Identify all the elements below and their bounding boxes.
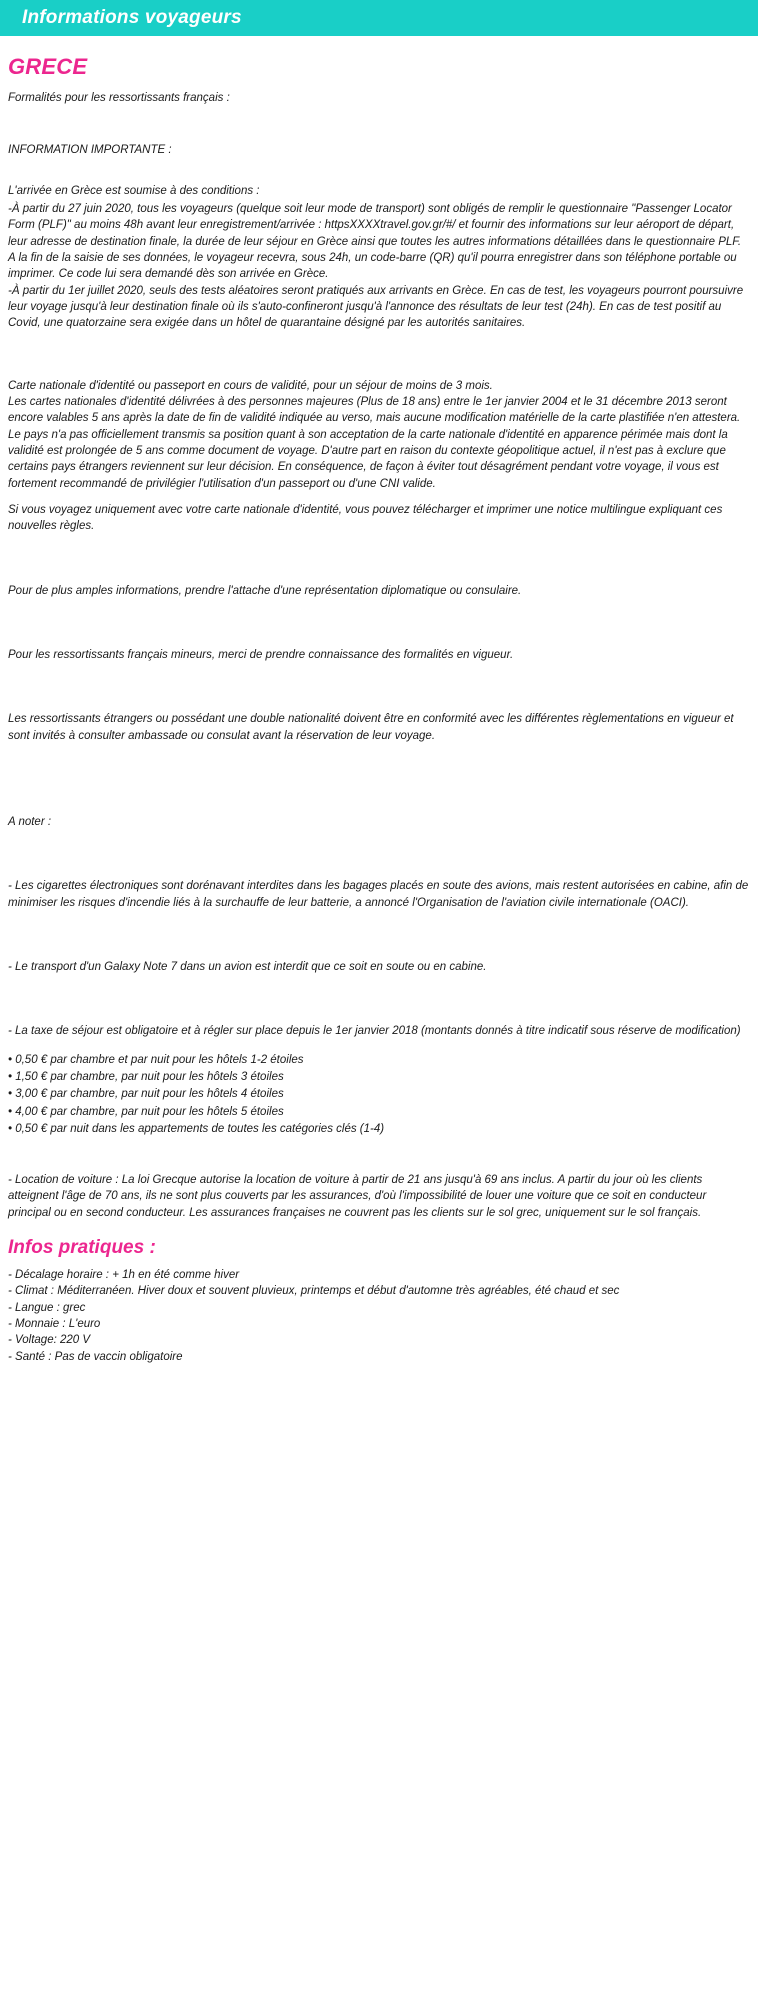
- identity-paragraphs: [8, 378, 750, 492]
- car-rental-note: - Location de voiture : La loi Grecque autorise la location de voiture à partir de 21 ans jusqu'à 69 ans inclus. A partir du jour où les clients atteignent l'âge de 70 ans, ils ne sont plus couverts par les assurances, d'où l'impossibilité de louer une voiture que ce soit en conducteur principal ou en second conducteur. Les assurances françaises ne couvrent pas les clients sur le sol grec, uniquement sur le sol français.: [8, 1174, 707, 1219]
- spacer: [8, 913, 750, 959]
- important-paragraphs: [8, 201, 750, 332]
- practical-item: - Monnaie : L'euro: [8, 1318, 101, 1331]
- page-content: [0, 36, 758, 1365]
- practical-item: - Décalage horaire : + 1h en été comme hiver: [8, 1269, 240, 1282]
- minors-text: Pour les ressortissants français mineurs, merci de prendre connaissance des formalités en vigueur.: [8, 648, 514, 661]
- practical-item: - Langue : grec: [8, 1301, 86, 1314]
- spacer: [8, 977, 750, 1023]
- note-item: - Les cigarettes électroniques sont dorénavant interdites dans les bagages placés en soute des avions, mais restent autorisées en cabine, afin de minimiser les risques d'incendie liés à la surchauffe de leur batterie, a annoncé l'Organisation de l'aviation civile internationale (OACI).: [8, 880, 749, 909]
- important-heading: INFORMATION IMPORTANTE :: [8, 144, 172, 157]
- important-lead: L'arrivée en Grèce est soumise à des conditions :: [8, 184, 260, 197]
- practical-info-list: [8, 1267, 750, 1365]
- spacer: [8, 1042, 750, 1052]
- identity-notice: Si vous voyagez uniquement avec votre carte nationale d'identité, vous pouvez télécharger et imprimer une notice multilingue expliquant ces nouvelles règles.: [8, 503, 723, 533]
- practical-item: - Santé : Pas de vaccin obligatoire: [8, 1350, 183, 1363]
- tax-bullet-list: [8, 1052, 750, 1138]
- page-title: Informations voyageurs: [22, 7, 242, 28]
- country-title: GRECE: [8, 54, 88, 79]
- practical-item: - Voltage: 220 V: [8, 1334, 91, 1347]
- tax-bullet: • 0,50 € par nuit dans les appartements de toutes les catégories clés (1-4): [8, 1122, 385, 1135]
- note-item: - La taxe de séjour est obligatoire et à régler sur place depuis le 1er janvier 2018 (montants donnés à titre indicatif sous réserve de modification): [8, 1025, 741, 1038]
- tax-bullet: • 0,50 € par chambre et par nuit pour les hôtels 1-2 étoiles: [8, 1053, 304, 1066]
- identity-paragraph: Carte nationale d'identité ou passeport en cours de validité, pour un séjour de moins de 3 mois.: [8, 379, 493, 392]
- more-info-text: Pour de plus amples informations, prendre l'attache d'une représentation diplomatique ou consulaire.: [8, 584, 522, 597]
- foreigners-text: Les ressortissants étrangers ou possédant une double nationalité doivent être en conformité avec les différentes règlementations en vigueur et sont invités à consulter ambassade ou consulat avant la réservation de leur voyage.: [8, 713, 734, 742]
- spacer: [8, 832, 750, 878]
- spacer: [8, 665, 750, 711]
- tax-bullet: • 1,50 € par chambre, par nuit pour les hôtels 3 étoiles: [8, 1070, 284, 1083]
- page-header: [0, 0, 758, 36]
- tax-bullet: • 4,00 € par chambre, par nuit pour les hôtels 5 étoiles: [8, 1105, 284, 1118]
- spacer: [8, 537, 750, 583]
- notes-heading: A noter :: [8, 815, 52, 828]
- spacer: [8, 1138, 750, 1172]
- tax-bullet: • 3,00 € par chambre, par nuit pour les hôtels 4 étoiles: [8, 1088, 284, 1101]
- practical-item: - Climat : Méditerranéen. Hiver doux et souvent pluvieux, printemps et début d'automne très agréables, été chaud et sec: [8, 1285, 620, 1298]
- identity-paragraph: Les cartes nationales d'identité délivrées à des personnes majeures (Plus de 18 ans) entre le 1er janvier 2004 et le 31 décembre 2013 seront encore valables 5 ans après la date de fin de validité indiquée au verso, mais aucune modification matérielle de la carte plastifiée n'en attestera.: [8, 395, 741, 425]
- spacer: [8, 746, 750, 792]
- note-item: - Le transport d'un Galaxy Note 7 dans un avion est interdit que ce soit en soute ou en cabine.: [8, 960, 487, 973]
- spacer: [8, 161, 750, 183]
- spacer: [8, 108, 750, 142]
- spacer: [8, 601, 750, 647]
- intro-line: Formalités pour les ressortissants français :: [8, 92, 230, 104]
- spacer: [8, 792, 750, 814]
- spacer: [8, 332, 750, 378]
- important-paragraph: -À partir du 27 juin 2020, tous les voyageurs (quelque soit leur mode de transport) sont obligés de remplir le questionnaire "Passenger Locator Form (PLF)" au moins 48h avant leur enregistrement/arrivée : httpsXXXXtravel.gov.gr/#/ et fournir des informations sur leur aéroport de départ, leur adresse de destination finale, la durée de leur séjour en Grèce ainsi que toutes les autres informations détaillées dans le questionnaire PLF. A la fin de la saisie de ses données, le voyageur recevra, sous 24h, un code-barre (QR) qu'il pourra enregistrer dans son téléphone portable ou imprimer. Ce code lui sera demandé dès son arrivée en Grèce.: [8, 202, 742, 281]
- identity-paragraph: Le pays n'a pas officiellement transmis sa position quant à son acceptation de la carte nationale d'identité en apparence périmée mais dont la validité est prolongée de 5 ans comme document de voyage. D'autre part en raison du contexte géopolitique actuel, il n'est pas à exclure que certains pays étrangers reviennent sur leur décision. En conséquence, de façon à éviter tout désagrément pendant votre voyage, il vous est fortement recommandé de privilégier l'utilisation d'un passeport ou d'une CNI valide.: [8, 428, 728, 490]
- spacer: [8, 492, 750, 502]
- practical-info-title: Infos pratiques :: [8, 1237, 156, 1259]
- important-paragraph: -À partir du 1er juillet 2020, seuls des tests aléatoires seront pratiqués aux arrivants en Grèce. En cas de test, les voyageurs pourront poursuivre leur voyage jusqu'à leur destination finale où ils s'auto-confineront jusqu'à l'annonce des résultats de leur test (24h). En cas de test positif au Covid, une quatorzaine sera exigée dans un hôtel de quarantaine désigné par les autorités sanitaires.: [8, 284, 744, 330]
